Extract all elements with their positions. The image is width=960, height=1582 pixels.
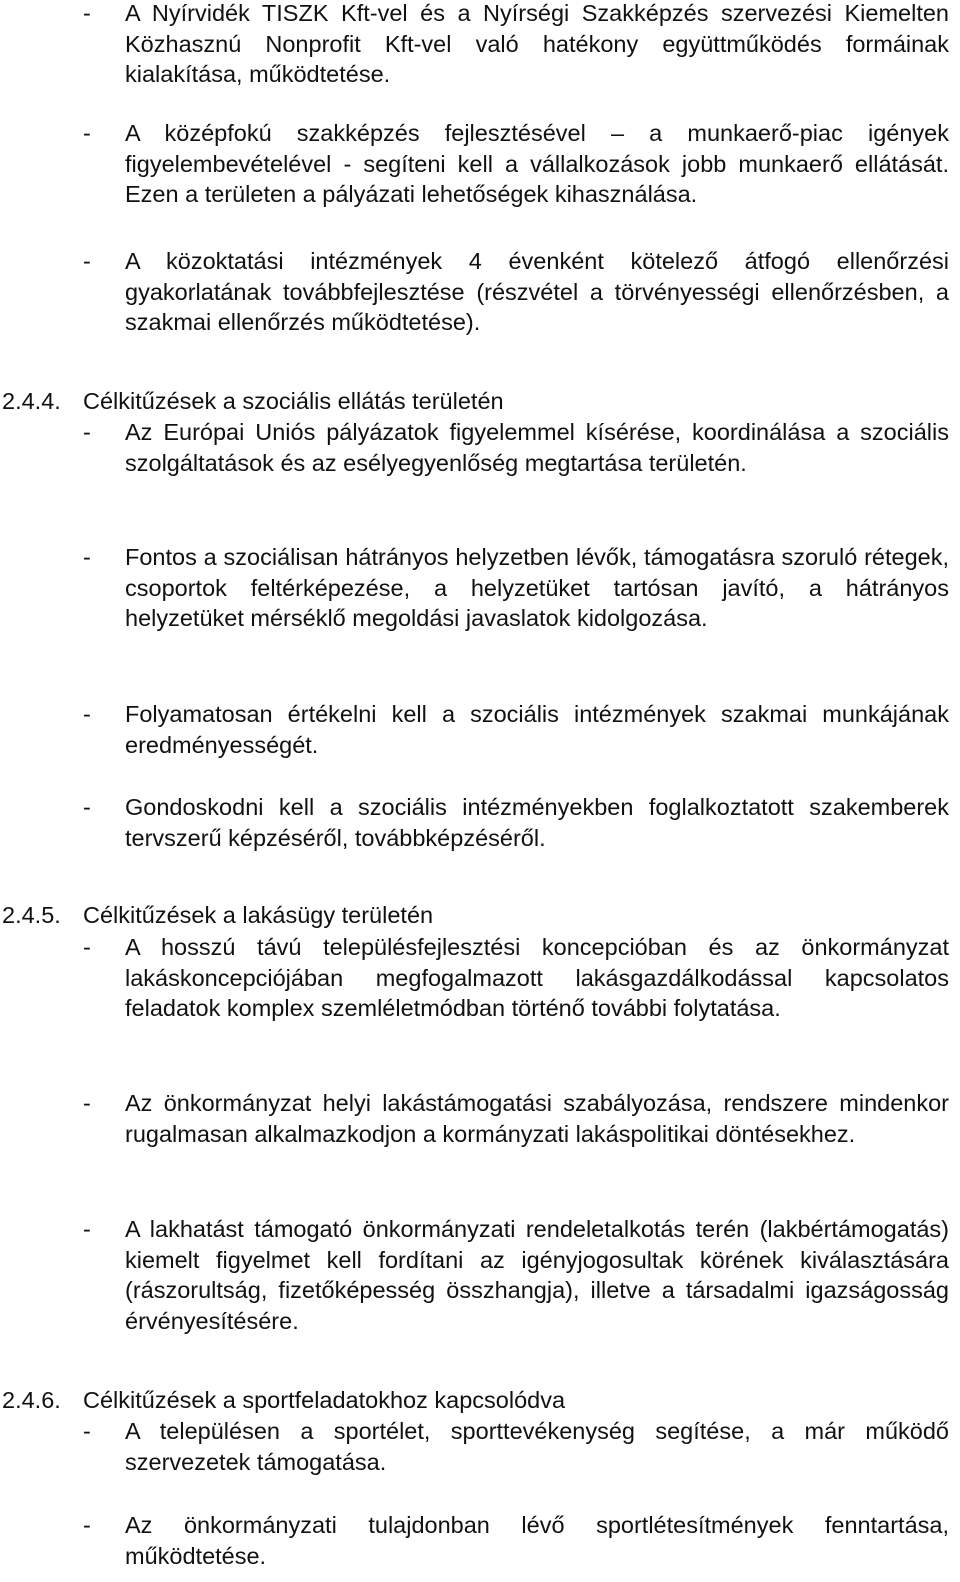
list-item <box>83 1088 949 1149</box>
list-item-text: Fontos a szociálisan hátrányos helyzetben lévők, támogatásra szoruló rétegek, csoportok feltérképezése, a helyzetüket tartósan javító, a hátrányos helyzetüket mérséklő megoldási javaslatok kidolgozása. <box>125 544 949 631</box>
list-item-text: A Nyírvidék TISZK Kft-vel és a Nyírségi Szakképzés szervezési Kiemelten Közhasznú Nonprofit Kft-vel való hatékony együttműködés formáinak kialakítása, működtetése. <box>125 0 949 87</box>
list-item-text: Az Európai Uniós pályázatok figyelemmel kísérése, koordinálása a szociális szolgáltatások és az esélyegyenlőség megtartása területén. <box>125 419 949 476</box>
list-item-text: Gondoskodni kell a szociális intézményekben foglalkoztatott szakemberek tervszerű képzéséről, továbbképzéséről. <box>125 794 949 851</box>
list-item-text: A lakhatást támogató önkormányzati rendeletalkotás terén (lakbértámogatás) kiemelt figyelmet kell fordítani az igényjogosultak körének kiválasztására (rászorultság, fizetőképesség összhangja), illetve a társadalmi igazságosság érvényesítésére. <box>125 1216 949 1334</box>
section-title: Célkitűzések a sportfeladatokhoz kapcsolódva <box>83 1387 566 1413</box>
section-number: 2.4.5. <box>2 902 61 928</box>
list-item <box>83 417 949 478</box>
list-item-text: A közoktatási intézmények 4 évenként kötelező átfogó ellenőrzési gyakorlatának továbbfejlesztése (részvétel a törvényességi ellenőrzésben, a szakmai ellenőrzés működtetése). <box>125 248 949 335</box>
list-item <box>83 542 949 634</box>
list-item-text: A hosszú távú településfejlesztési koncepcióban és az önkormányzat lakáskoncepciójában megfogalmazott lakásgazdálkodással kapcsolatos feladatok komplex szemléletmódban történő további folytatása. <box>125 934 949 1021</box>
list-item <box>83 0 949 90</box>
bullet-dash: - <box>83 934 91 960</box>
list-item <box>83 1416 949 1477</box>
section-title: Célkitűzések a lakásügy területén <box>83 902 434 928</box>
list-item <box>83 246 949 338</box>
list-item <box>83 1214 949 1336</box>
bullet-dash: - <box>83 794 91 820</box>
bullet-dash: - <box>83 1216 91 1242</box>
list-item <box>83 792 949 853</box>
list-item-text: Az önkormányzati tulajdonban lévő sportlétesítmények fenntartása, működtetése. <box>125 1512 949 1569</box>
section-heading <box>2 386 942 417</box>
bullet-dash: - <box>83 0 91 26</box>
bullet-dash: - <box>83 419 91 445</box>
bullet-dash: - <box>83 1418 91 1444</box>
bullet-dash: - <box>83 701 91 727</box>
list-item <box>83 932 949 1024</box>
bullet-dash: - <box>83 248 91 274</box>
list-item-text: A középfokú szakképzés fejlesztésével – a munkaerő-piac igények figyelembevételével - segíteni kell a vállalkozások jobb munkaerő ellátását. Ezen a területen a pályázati lehetőségek kihasználása. <box>125 120 949 207</box>
section-heading <box>2 1385 942 1416</box>
list-item-text: A településen a sportélet, sporttevékenység segítése, a már működő szervezetek támogatása. <box>125 1418 949 1475</box>
bullet-dash: - <box>83 1090 91 1116</box>
bullet-dash: - <box>83 544 91 570</box>
list-item <box>83 699 949 760</box>
bullet-dash: - <box>83 120 91 146</box>
section-title: Célkitűzések a szociális ellátás területén <box>83 388 504 414</box>
section-heading <box>2 900 942 931</box>
list-item-text: Az önkormányzat helyi lakástámogatási szabályozása, rendszere mindenkor rugalmasan alkalmazkodjon a kormányzati lakáspolitikai döntésekhez. <box>125 1090 949 1147</box>
list-item <box>83 118 949 210</box>
section-number: 2.4.4. <box>2 388 61 414</box>
section-number: 2.4.6. <box>2 1387 61 1413</box>
list-item <box>83 1510 949 1571</box>
bullet-dash: - <box>83 1512 91 1538</box>
list-item-text: Folyamatosan értékelni kell a szociális intézmények szakmai munkájának eredményességét. <box>125 701 949 758</box>
